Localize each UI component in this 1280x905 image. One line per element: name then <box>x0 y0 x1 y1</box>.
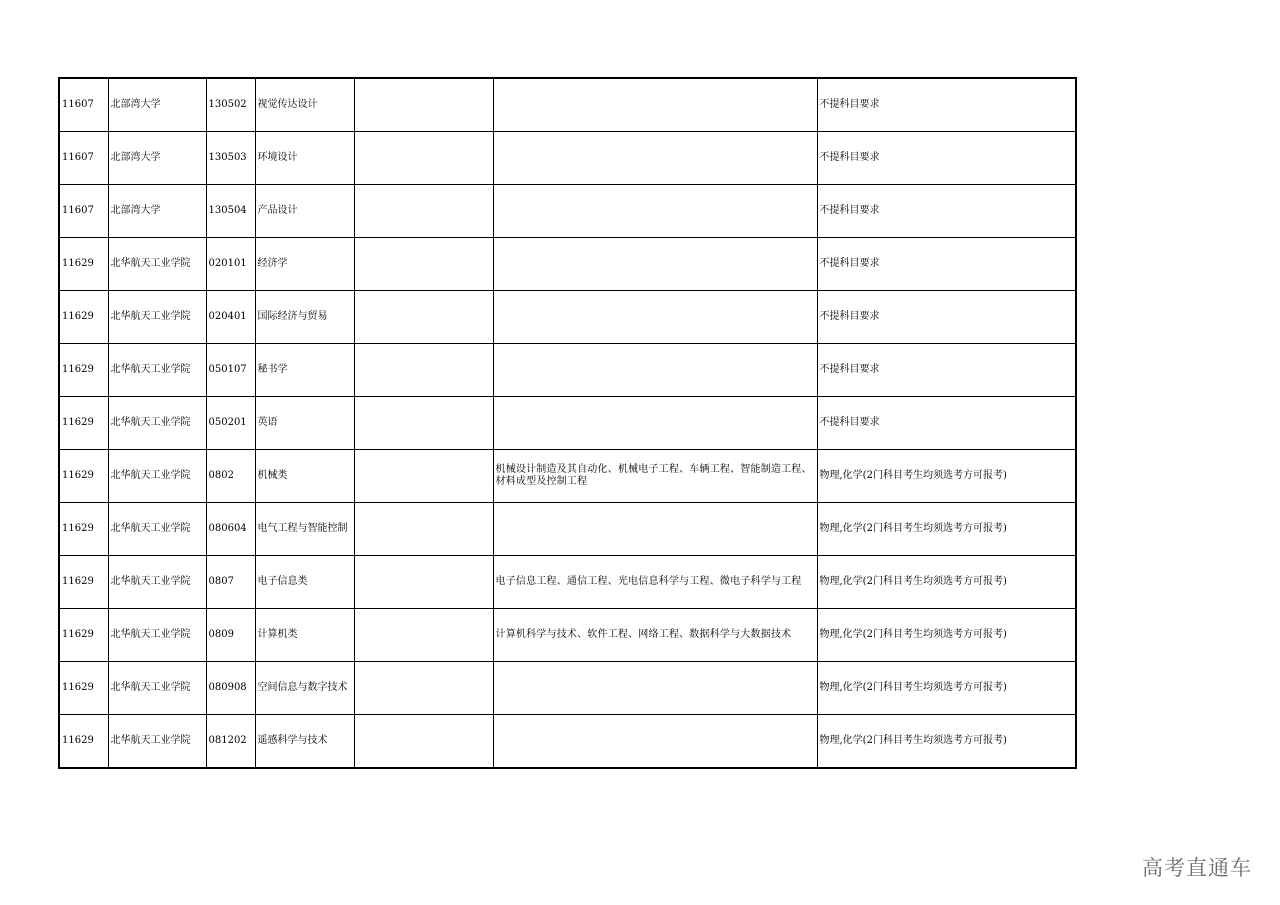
note-cell <box>354 662 493 715</box>
major-code-cell: 050107 <box>206 344 255 397</box>
school-code-cell: 11607 <box>59 132 108 185</box>
table-body <box>59 78 1076 768</box>
major-name-cell: 遥感科学与技术 <box>255 715 354 769</box>
major-code-cell: 080908 <box>206 662 255 715</box>
table-row <box>59 132 1076 185</box>
table-row <box>59 715 1076 769</box>
school-name-cell: 北华航天工业学院 <box>108 344 206 397</box>
school-name-cell: 北部湾大学 <box>108 78 206 132</box>
included-majors-cell <box>493 238 817 291</box>
note-cell <box>354 132 493 185</box>
subject-requirement-cell: 物理,化学(2门科目考生均须选考方可报考) <box>817 662 1076 715</box>
table-row <box>59 344 1076 397</box>
subject-requirement-cell: 物理,化学(2门科目考生均须选考方可报考) <box>817 556 1076 609</box>
table-row <box>59 397 1076 450</box>
note-cell <box>354 715 493 769</box>
school-name-cell: 北华航天工业学院 <box>108 397 206 450</box>
major-name-cell: 英语 <box>255 397 354 450</box>
school-code-cell: 11629 <box>59 715 108 769</box>
included-majors-cell <box>493 662 817 715</box>
major-code-cell: 020401 <box>206 291 255 344</box>
subject-requirement-cell: 物理,化学(2门科目考生均须选考方可报考) <box>817 715 1076 769</box>
school-name-cell: 北华航天工业学院 <box>108 609 206 662</box>
table-row <box>59 450 1076 503</box>
note-cell <box>354 185 493 238</box>
school-name-cell: 北华航天工业学院 <box>108 291 206 344</box>
school-code-cell: 11629 <box>59 556 108 609</box>
table-row <box>59 556 1076 609</box>
major-code-cell: 130504 <box>206 185 255 238</box>
major-name-cell: 环境设计 <box>255 132 354 185</box>
included-majors-cell: 计算机科学与技术、软件工程、网络工程、数据科学与大数据技术 <box>493 609 817 662</box>
included-majors-cell <box>493 291 817 344</box>
school-name-cell: 北华航天工业学院 <box>108 503 206 556</box>
subject-requirement-cell: 不提科目要求 <box>817 344 1076 397</box>
school-code-cell: 11629 <box>59 238 108 291</box>
note-cell <box>354 78 493 132</box>
school-name-cell: 北部湾大学 <box>108 185 206 238</box>
note-cell <box>354 503 493 556</box>
major-name-cell: 电子信息类 <box>255 556 354 609</box>
note-cell <box>354 609 493 662</box>
school-code-cell: 11607 <box>59 78 108 132</box>
school-code-cell: 11629 <box>59 397 108 450</box>
table-row <box>59 503 1076 556</box>
major-code-cell: 020101 <box>206 238 255 291</box>
included-majors-cell <box>493 132 817 185</box>
major-name-cell: 产品设计 <box>255 185 354 238</box>
included-majors-cell <box>493 715 817 769</box>
included-majors-cell <box>493 185 817 238</box>
school-name-cell: 北华航天工业学院 <box>108 662 206 715</box>
school-name-cell: 北华航天工业学院 <box>108 450 206 503</box>
note-cell <box>354 344 493 397</box>
major-name-cell: 机械类 <box>255 450 354 503</box>
table-row <box>59 662 1076 715</box>
subject-requirement-cell: 不提科目要求 <box>817 185 1076 238</box>
major-code-cell: 0802 <box>206 450 255 503</box>
note-cell <box>354 450 493 503</box>
major-name-cell: 经济学 <box>255 238 354 291</box>
table-row <box>59 609 1076 662</box>
subject-requirement-cell: 不提科目要求 <box>817 132 1076 185</box>
major-code-cell: 130502 <box>206 78 255 132</box>
major-code-cell: 080604 <box>206 503 255 556</box>
subject-requirement-cell: 物理,化学(2门科目考生均须选考方可报考) <box>817 450 1076 503</box>
note-cell <box>354 397 493 450</box>
subject-requirement-cell: 不提科目要求 <box>817 78 1076 132</box>
subject-requirement-cell: 物理,化学(2门科目考生均须选考方可报考) <box>817 609 1076 662</box>
table-row <box>59 291 1076 344</box>
major-code-cell: 081202 <box>206 715 255 769</box>
school-code-cell: 11629 <box>59 344 108 397</box>
major-name-cell: 电气工程与智能控制 <box>255 503 354 556</box>
school-name-cell: 北华航天工业学院 <box>108 715 206 769</box>
included-majors-cell <box>493 503 817 556</box>
major-code-cell: 050201 <box>206 397 255 450</box>
school-code-cell: 11629 <box>59 609 108 662</box>
major-code-cell: 130503 <box>206 132 255 185</box>
table-row <box>59 185 1076 238</box>
school-code-cell: 11629 <box>59 291 108 344</box>
subject-requirement-cell: 不提科目要求 <box>817 291 1076 344</box>
school-code-cell: 11629 <box>59 450 108 503</box>
table-row <box>59 238 1076 291</box>
subject-requirement-cell: 不提科目要求 <box>817 397 1076 450</box>
included-majors-cell <box>493 397 817 450</box>
school-code-cell: 11629 <box>59 662 108 715</box>
watermark-text: 高考直通车 <box>1142 856 1252 880</box>
subject-requirement-cell: 不提科目要求 <box>817 238 1076 291</box>
included-majors-cell: 电子信息工程、通信工程、光电信息科学与工程、微电子科学与工程 <box>493 556 817 609</box>
included-majors-cell: 机械设计制造及其自动化、机械电子工程、车辆工程、智能制造工程、材料成型及控制工程 <box>493 450 817 503</box>
major-name-cell: 秘书学 <box>255 344 354 397</box>
included-majors-cell <box>493 78 817 132</box>
school-name-cell: 北部湾大学 <box>108 132 206 185</box>
major-name-cell: 计算机类 <box>255 609 354 662</box>
note-cell <box>354 238 493 291</box>
school-code-cell: 11629 <box>59 503 108 556</box>
included-majors-cell <box>493 344 817 397</box>
major-code-cell: 0807 <box>206 556 255 609</box>
note-cell <box>354 556 493 609</box>
major-name-cell: 视觉传达设计 <box>255 78 354 132</box>
school-name-cell: 北华航天工业学院 <box>108 238 206 291</box>
school-name-cell: 北华航天工业学院 <box>108 556 206 609</box>
table-row <box>59 78 1076 132</box>
major-name-cell: 空间信息与数字技术 <box>255 662 354 715</box>
major-code-cell: 0809 <box>206 609 255 662</box>
subject-requirement-table <box>58 77 1077 769</box>
note-cell <box>354 291 493 344</box>
school-code-cell: 11607 <box>59 185 108 238</box>
major-name-cell: 国际经济与贸易 <box>255 291 354 344</box>
subject-requirement-cell: 物理,化学(2门科目考生均须选考方可报考) <box>817 503 1076 556</box>
